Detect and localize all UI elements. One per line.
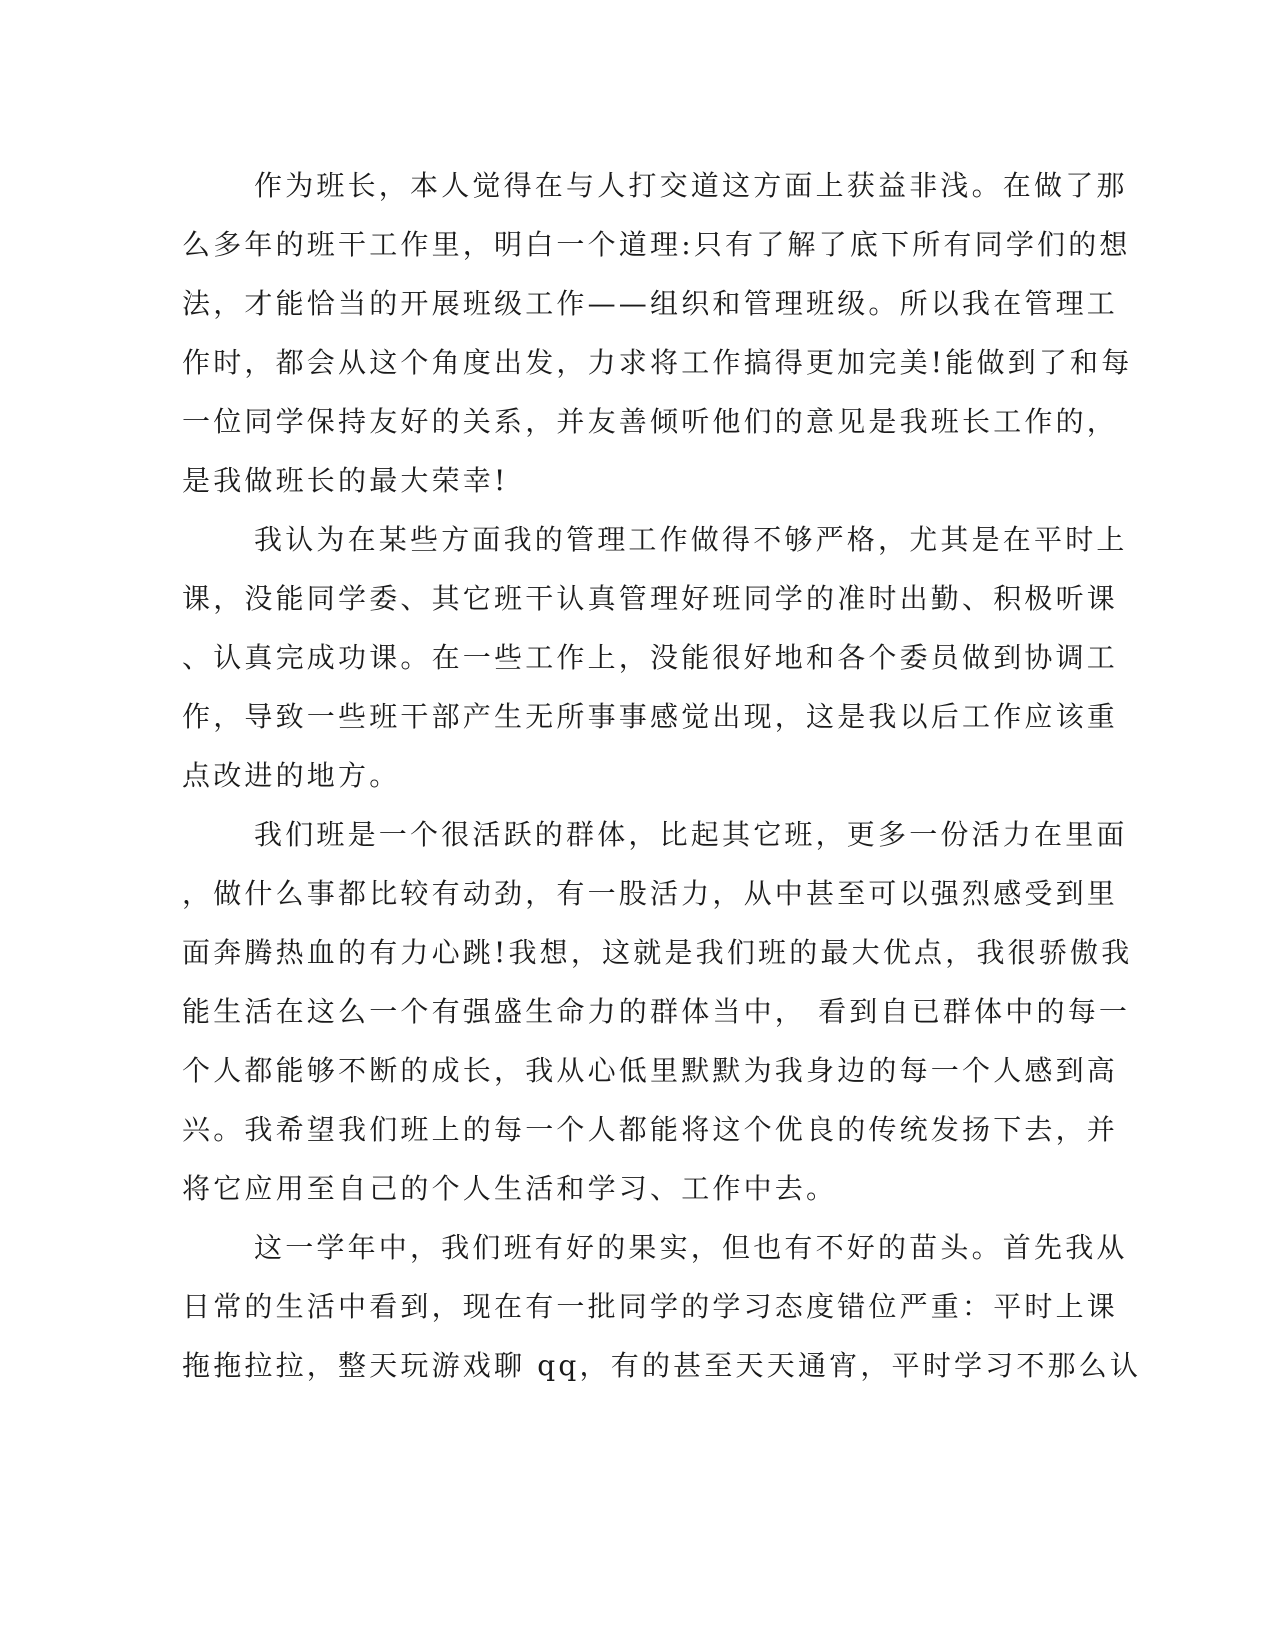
text-line: 作时，都会从这个角度出发，力求将工作搞得更加完美!能做到了和每	[182, 346, 1133, 379]
text-line: 这一学年中，我们班有好的果实，但也有不好的苗头。首先我从	[254, 1231, 1128, 1264]
text-line: 作，导致一些班干部产生无所事事感觉出现，这是我以后工作应该重	[182, 700, 1119, 733]
text-line: ，做什么事都比较有动劲，有一股活力，从中甚至可以强烈感受到里	[182, 877, 1119, 910]
document-body	[182, 156, 1142, 1395]
paragraph-4	[182, 1218, 1142, 1395]
text-line: 个人都能够不断的成长，我从心低里默默为我身边的每一个人感到高	[182, 1054, 1119, 1087]
text-line: 面奔腾热血的有力心跳!我想，这就是我们班的最大优点，我很骄傲我	[182, 936, 1133, 969]
text-line: 日常的生活中看到，现在有一批同学的学习态度错位严重：平时上课	[182, 1290, 1119, 1323]
text-line: 一位同学保持友好的关系，并友善倾听他们的意见是我班长工作的，	[182, 405, 1119, 438]
text-line: 法，才能恰当的开展班级工作——组织和管理班级。所以我在管理工	[182, 287, 1119, 320]
text-line: 点改进的地方。	[182, 759, 401, 792]
text-line: 我认为在某些方面我的管理工作做得不够严格，尤其是在平时上	[254, 523, 1128, 556]
text-line: 兴。我希望我们班上的每一个人都能将这个优良的传统发扬下去，并	[182, 1113, 1119, 1146]
text-line: 是我做班长的最大荣幸!	[182, 464, 509, 497]
text-line: 拖拖拉拉，整天玩游戏聊 qq，有的甚至天天通宵，平时学习不那么认	[182, 1349, 1142, 1382]
paragraph-1	[182, 156, 1133, 510]
text-line: 么多年的班干工作里，明白一个道理:只有了解了底下所有同学们的想	[182, 228, 1131, 261]
text-line: 我们班是一个很活跃的群体，比起其它班，更多一份活力在里面	[254, 818, 1128, 851]
text-line: 作为班长，本人觉得在与人打交道这方面上获益非浅。在做了那	[254, 169, 1128, 202]
text-line: 将它应用至自己的个人生活和学习、工作中去。	[182, 1172, 838, 1205]
text-line: 能生活在这么一个有强盛生命力的群体当中， 看到自已群体中的每一	[182, 995, 1131, 1028]
text-line: 、认真完成功课。在一些工作上，没能很好地和各个委员做到协调工	[182, 641, 1119, 674]
paragraph-2	[182, 510, 1128, 805]
paragraph-3	[182, 805, 1133, 1218]
text-line: 课，没能同学委、其它班干认真管理好班同学的准时出勤、积极听课	[182, 582, 1119, 615]
